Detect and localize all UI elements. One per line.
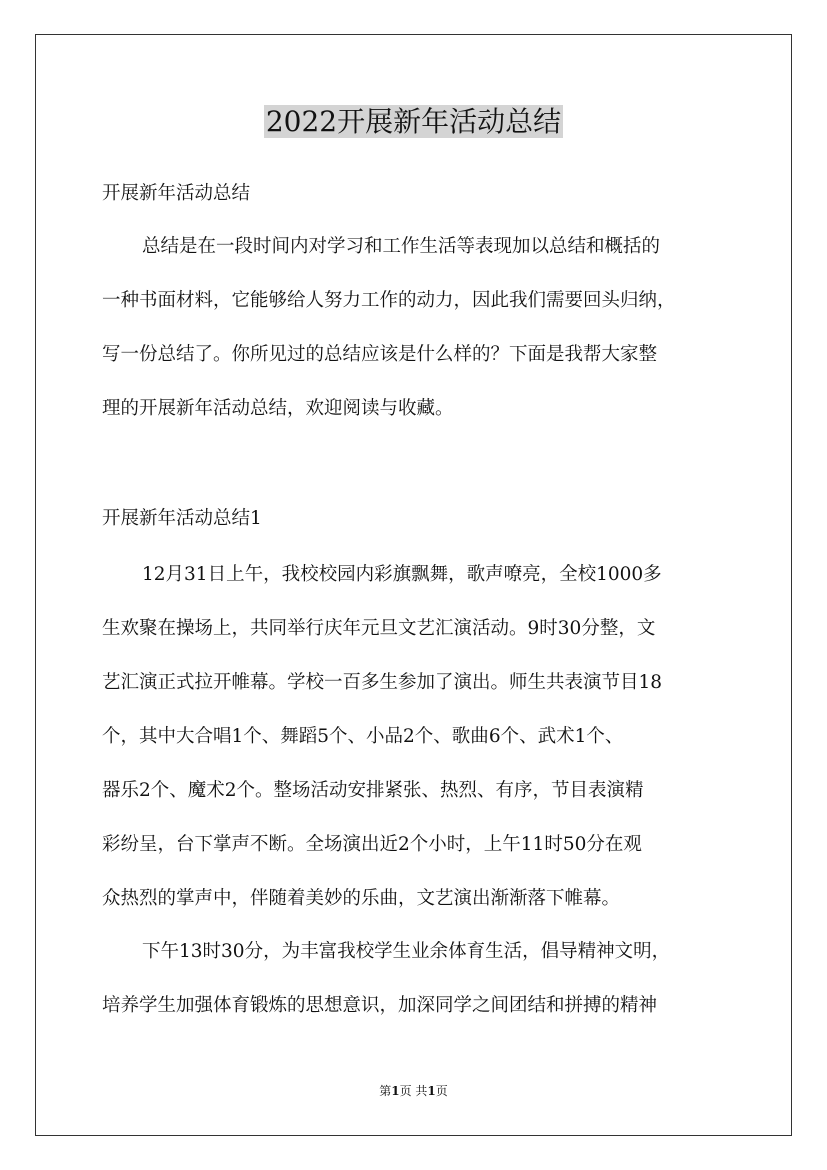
footer-prefix: 第 bbox=[379, 1084, 392, 1098]
paragraph-line: 生欢聚在操场上，共同举行庆年元旦文艺汇演活动。9时30分整，文 bbox=[102, 618, 656, 639]
paragraph-line: 12月31日上午，我校校园内彩旗飘舞，歌声嘹亮，全校1000多 bbox=[142, 564, 662, 585]
paragraph-line: 器乐2个、魔术2个。整场活动安排紧张、热烈、有序，节目表演精 bbox=[102, 780, 644, 801]
footer-suffix: 页 bbox=[435, 1084, 448, 1098]
intro-paragraph bbox=[102, 220, 742, 436]
section1-paragraph-1 bbox=[102, 548, 742, 926]
section1-paragraph-2 bbox=[102, 925, 742, 1033]
footer-current-page: 1 bbox=[391, 1084, 400, 1098]
section1-heading: 开展新年活动总结1 bbox=[102, 508, 262, 529]
paragraph-line: 个，其中大合唱1个、舞蹈5个、小品2个、歌曲6个、武术1个、 bbox=[102, 726, 624, 747]
intro-line: 一种书面材料，它能够给人努力工作的动力，因此我们需要回头归纳， bbox=[102, 290, 676, 311]
document-title-text: 2022开展新年活动总结 bbox=[265, 105, 562, 138]
document-title bbox=[0, 102, 827, 142]
paragraph-line: 下午13时30分，为丰富我校学生业余体育生活，倡导精神文明， bbox=[142, 941, 671, 962]
footer-mid: 页 共 bbox=[399, 1084, 428, 1098]
intro-line: 写一份总结了。你所见过的总结应该是什么样的？下面是我帮大家整 bbox=[102, 344, 658, 365]
paragraph-line: 艺汇演正式拉开帷幕。学校一百多生参加了演出。师生共表演节目18 bbox=[102, 672, 663, 693]
paragraph-line: 培养学生加强体育锻炼的思想意识，加深同学之间团结和拼搏的精神 bbox=[102, 995, 658, 1016]
paragraph-line: 彩纷呈，台下掌声不断。全场演出近2个小时，上午11时50分在观 bbox=[102, 834, 642, 855]
paragraph-line: 众热烈的掌声中，伴随着美妙的乐曲，文艺演出渐渐落下帷幕。 bbox=[102, 888, 621, 909]
intro-line: 总结是在一段时间内对学习和工作生活等表现加以总结和概括的 bbox=[142, 236, 661, 257]
page-footer bbox=[0, 1082, 827, 1099]
footer-total-pages: 1 bbox=[427, 1084, 436, 1098]
section-heading: 开展新年活动总结 bbox=[102, 183, 251, 204]
intro-line: 理的开展新年活动总结，欢迎阅读与收藏。 bbox=[102, 398, 454, 419]
